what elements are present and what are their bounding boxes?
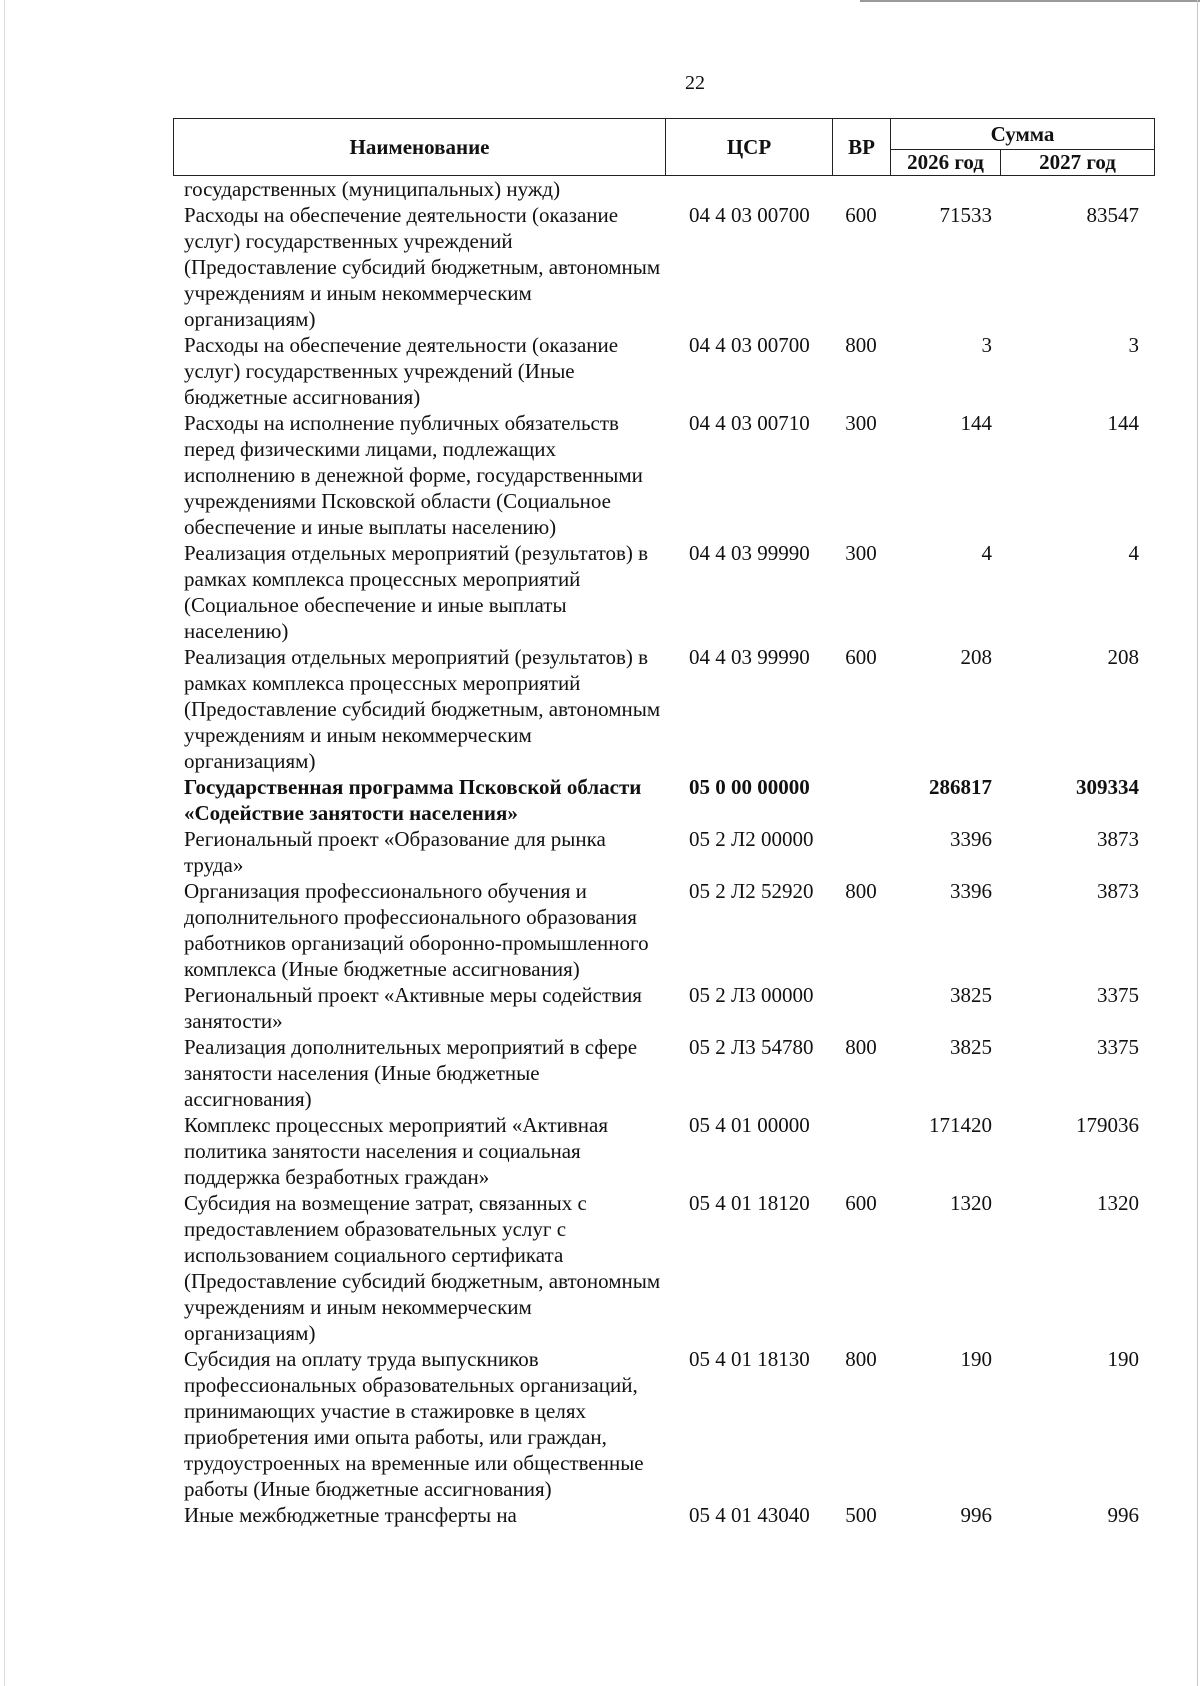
row-name: Государственная программа Псковской области «Содействие занятости населения»	[184, 775, 642, 825]
row-name: Реализация отдельных мероприятий (результатов) в рамках комплекса процессных мероприятий (Предоставление субсидий бюджетным, автономным учреждениям и иным некоммерческим организациям)	[184, 645, 661, 773]
row-vr	[832, 982, 890, 1034]
header-year-2027: 2027 год	[1039, 150, 1116, 174]
table-row	[173, 1346, 1155, 1502]
row-csr: 04 4 03 00710	[689, 411, 810, 435]
row-vr: 600	[845, 203, 877, 227]
table-row	[173, 410, 1155, 540]
row-name: Комплекс процессных мероприятий «Активная политика занятости населения и социальная поддержка безработных граждан»	[184, 1113, 608, 1189]
header-vr: ВР	[833, 119, 891, 175]
row-vr: 800	[845, 1347, 877, 1371]
row-csr: 05 4 01 18130	[689, 1347, 810, 1371]
row-2027: 3375	[1097, 983, 1139, 1007]
table-row	[173, 1112, 1155, 1190]
row-2026	[890, 176, 1000, 202]
row-name: Расходы на исполнение публичных обязательств перед физическими лицами, подлежащих исполнению в денежной форме, государственными учреждениями Псковской области (Социальное обеспечение и иные выплаты населению)	[184, 411, 643, 539]
page-number: 22	[685, 72, 705, 94]
row-2027: 3	[1128, 333, 1139, 357]
row-name: Организация профессионального обучения и дополнительного профессионального образования работников организаций оборонно-промышленного комплекса (Иные бюджетные ассигнования)	[184, 879, 649, 981]
row-2026: 3825	[950, 983, 992, 1007]
header-csr: ЦСР	[666, 119, 833, 175]
table-row	[173, 644, 1155, 774]
row-csr: 05 2 Л3 54780	[689, 1035, 814, 1059]
row-name: Иные межбюджетные трансферты на	[184, 1503, 517, 1527]
row-csr	[665, 176, 832, 202]
row-2026: 1320	[950, 1191, 992, 1215]
row-vr: 600	[845, 1191, 877, 1215]
row-2026: 144	[960, 411, 992, 435]
row-csr: 05 4 01 43040	[689, 1503, 810, 1527]
table-row	[173, 202, 1155, 332]
row-2026: 3825	[950, 1035, 992, 1059]
table-row	[173, 982, 1155, 1034]
scan-edge-left	[4, 0, 5, 1686]
row-csr: 04 4 03 99990	[689, 541, 810, 565]
row-2027	[1000, 176, 1153, 202]
table-row	[173, 540, 1155, 644]
row-csr: 05 2 Л2 52920	[689, 879, 814, 903]
row-name: Региональный проект «Активные меры содействия занятости»	[184, 983, 642, 1033]
row-2026: 996	[960, 1503, 992, 1527]
row-vr	[832, 774, 890, 826]
header-year-2026: 2026 год	[891, 150, 1001, 175]
header-name: Наименование	[174, 119, 666, 175]
row-vr	[832, 176, 890, 202]
row-2026: 71533	[939, 203, 992, 227]
row-vr: 300	[845, 411, 877, 435]
row-2026: 4	[981, 541, 992, 565]
scan-edge-right	[1197, 0, 1198, 1686]
row-2027: 1320	[1097, 1191, 1139, 1215]
row-vr	[832, 1112, 890, 1190]
row-2027: 3375	[1097, 1035, 1139, 1059]
row-2027: 309334	[1076, 775, 1139, 799]
table-row	[173, 332, 1155, 410]
row-2027: 179036	[1076, 1113, 1139, 1137]
table-row	[173, 176, 1155, 202]
row-vr: 800	[845, 879, 877, 903]
table-row	[173, 826, 1155, 878]
row-2026: 171420	[929, 1113, 992, 1137]
table-body	[173, 176, 1155, 1528]
row-csr: 05 0 00 00000	[689, 775, 810, 799]
row-vr: 500	[845, 1503, 877, 1527]
row-csr: 04 4 03 00700	[689, 203, 810, 227]
row-2027: 208	[1107, 645, 1139, 669]
row-csr: 04 4 03 00700	[689, 333, 810, 357]
row-csr: 05 4 01 00000	[689, 1113, 810, 1137]
row-name: Субсидия на возмещение затрат, связанных с предоставлением образовательных услуг с использованием социального сертификата (Предоставление субсидий бюджетным, автономным учреждениям и иным некоммерческим организациям)	[184, 1191, 661, 1345]
row-vr: 600	[845, 645, 877, 669]
row-2026: 3	[981, 333, 992, 357]
row-2027: 996	[1107, 1503, 1139, 1527]
row-2027: 83547	[1086, 203, 1139, 227]
row-2026: 3396	[950, 879, 992, 903]
row-name: Субсидия на оплату труда выпускников профессиональных образовательных организаций, принимающих участие в стажировке в целях приобретения ими опыта работы, или граждан, трудоустроенных на временные или общественные работы (Иные бюджетные ассигнования)	[184, 1347, 644, 1501]
row-vr	[832, 826, 890, 878]
row-vr: 300	[845, 541, 877, 565]
row-name: Расходы на обеспечение деятельности (оказание услуг) государственных учреждений (Предоставление субсидий бюджетным, автономным учреждениям и иным некоммерческим организациям)	[184, 203, 661, 331]
row-name: Реализация дополнительных мероприятий в сфере занятости населения (Иные бюджетные ассигнования)	[184, 1035, 638, 1111]
row-2026: 208	[960, 645, 992, 669]
row-2026: 3396	[950, 827, 992, 851]
table-header	[173, 118, 1155, 176]
row-2027: 3873	[1097, 827, 1139, 851]
table-row	[173, 1502, 1155, 1528]
row-2027: 144	[1107, 411, 1139, 435]
table-row	[173, 1034, 1155, 1112]
row-2027: 3873	[1097, 879, 1139, 903]
row-name: Региональный проект «Образование для рынка труда»	[184, 827, 606, 877]
row-2027: 4	[1128, 541, 1139, 565]
row-vr: 800	[845, 333, 877, 357]
row-csr: 04 4 03 99990	[689, 645, 810, 669]
row-csr: 05 2 Л3 00000	[689, 983, 814, 1007]
table-row	[173, 878, 1155, 982]
row-2026: 286817	[929, 775, 992, 799]
row-2026: 190	[960, 1347, 992, 1371]
scan-edge-top	[860, 0, 1200, 2]
row-vr: 800	[845, 1035, 877, 1059]
row-name: Реализация отдельных мероприятий (результатов) в рамках комплекса процессных мероприятий (Социальное обеспечение и иные выплаты населению)	[184, 541, 649, 643]
row-csr: 05 2 Л2 00000	[689, 827, 814, 851]
header-sum: Сумма	[891, 119, 1154, 150]
row-csr: 05 4 01 18120	[689, 1191, 810, 1215]
table-row-program	[173, 774, 1155, 826]
table-row	[173, 1190, 1155, 1346]
row-name: государственных (муниципальных) нужд)	[184, 177, 561, 201]
row-name: Расходы на обеспечение деятельности (оказание услуг) государственных учреждений (Иные бюджетные ассигнования)	[184, 333, 619, 409]
row-2027: 190	[1107, 1347, 1139, 1371]
